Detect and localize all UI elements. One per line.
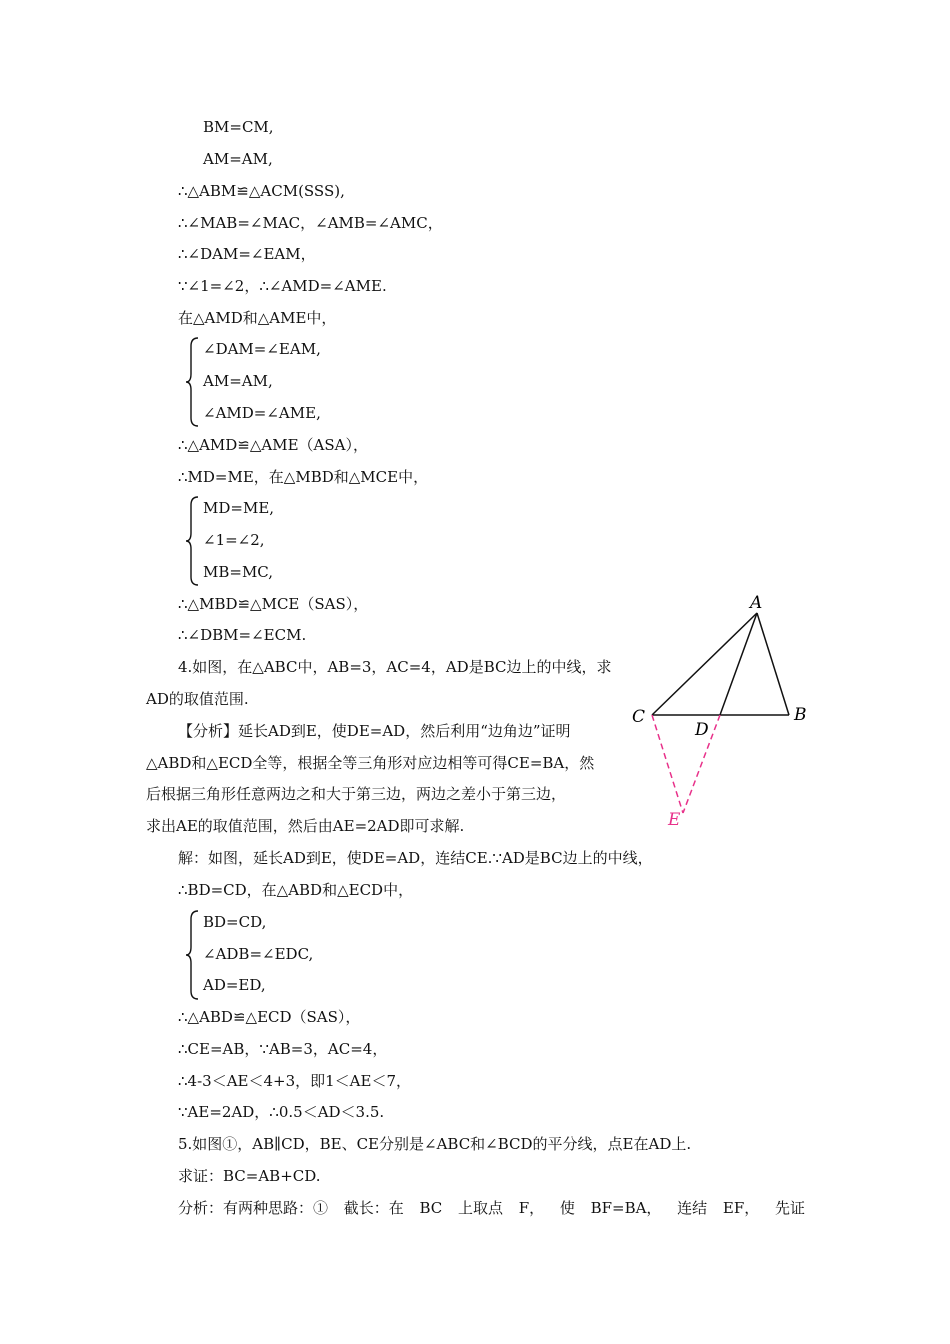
text-line: 后根据三角形任意两边之和大于第三边，两边之差小于第三边， xyxy=(146,785,567,803)
analysis-line: 【分析】延长AD到E，使DE=AD，然后利用“边角边”证明 xyxy=(178,722,571,740)
text-line: 求证：BC=AB+CD. xyxy=(178,1167,321,1185)
text-line: ∴∠DBM=∠ECM. xyxy=(178,626,307,644)
text-line: ∴4-3＜AE＜4+3，即1＜AE＜7， xyxy=(178,1072,412,1090)
text-line: ∠AMD=∠AME, xyxy=(203,404,321,422)
label-e: E xyxy=(668,810,681,830)
text-line: BM=CM, xyxy=(203,118,274,136)
text-line: MD=ME, xyxy=(203,499,275,517)
text-line: AM=AM, xyxy=(203,150,273,168)
text-line: ∴∠MAB=∠MAC，∠AMB=∠AMC， xyxy=(178,214,443,232)
text-line: ∴△ABD≌△ECD（SAS）， xyxy=(178,1008,361,1026)
text-line: 在△AMD和△AME中， xyxy=(178,309,337,327)
text-line: ∵∠1=∠2，∴∠AMD=∠AME. xyxy=(178,277,387,295)
triangle-figure xyxy=(620,585,820,830)
problem-5-line: 5.如图①，AB∥CD，BE、CE分别是∠ABC和∠BCD的平分线，点E在AD上. xyxy=(178,1135,692,1153)
solution-line: 解：如图，延长AD到E，使DE=AD，连结CE.∵AD是BC边上的中线， xyxy=(178,849,653,867)
text-line: ∠DAM=∠EAM, xyxy=(203,340,321,358)
word: BC xyxy=(419,1199,443,1217)
text-line: MB=MC, xyxy=(203,563,274,581)
text-line: ∵AE=2AD，∴0.5＜AD＜3.5. xyxy=(178,1103,385,1121)
label-d: D xyxy=(695,720,709,740)
label-b: B xyxy=(794,705,807,725)
text-line: ∠1=∠2, xyxy=(203,531,265,549)
text-line: △ABD和△ECD全等，根据全等三角形对应边相等可得CE=BA，然 xyxy=(146,754,595,772)
text-line: ∴∠DAM=∠EAM， xyxy=(178,245,316,263)
text-line: ∴MD=ME，在△MBD和△MCE中， xyxy=(178,468,429,486)
text-line: ∴CE=AB，∵AB=3，AC=4， xyxy=(178,1040,388,1058)
word: 上取点 xyxy=(457,1199,503,1217)
text-line: AD的取值范围. xyxy=(146,690,249,708)
word: 连结 xyxy=(677,1199,708,1217)
word: EF， xyxy=(722,1199,760,1217)
text-line: 求出AE的取值范围，然后由AE=2AD即可求解. xyxy=(146,817,465,835)
text-line: ∴△MBD≌△MCE（SAS）， xyxy=(178,595,369,613)
word: 使 xyxy=(559,1199,575,1217)
text-line: ∠ADB=∠EDC, xyxy=(203,945,314,963)
triangle-solid-lines xyxy=(652,613,789,715)
text-line: ∴△ABM≌△ACM(SSS), xyxy=(178,182,345,200)
text-line: ∴BD=CD，在△ABD和△ECD中， xyxy=(178,881,414,899)
left-brace xyxy=(185,495,199,587)
word: BF=BA， xyxy=(590,1199,662,1217)
extension-dashed-lines xyxy=(652,715,720,813)
label-c: C xyxy=(632,707,646,727)
word: 先证 xyxy=(774,1199,805,1217)
analysis-line-justified xyxy=(178,1198,805,1218)
word: F， xyxy=(518,1199,545,1217)
problem-4-line: 4.如图，在△ABC中，AB=3，AC=4，AD是BC边上的中线，求 xyxy=(178,658,612,676)
text-line: BD=CD, xyxy=(203,913,267,931)
left-brace xyxy=(185,909,199,1001)
text-line: AD=ED, xyxy=(203,976,266,994)
text-line: AM=AM, xyxy=(203,372,273,390)
word: 分析：有两种思路：① xyxy=(178,1199,329,1217)
label-a: A xyxy=(750,593,763,613)
word: 截长：在 xyxy=(343,1199,404,1217)
text-line: ∴△AMD≌△AME（ASA）， xyxy=(178,436,368,454)
left-brace xyxy=(185,336,199,428)
